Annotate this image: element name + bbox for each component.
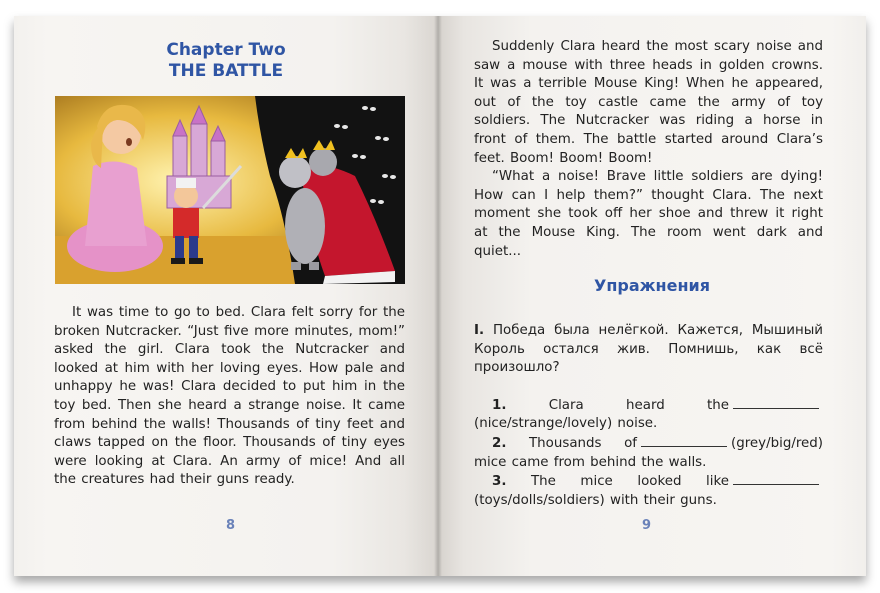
story-text-right <box>474 38 823 261</box>
answer-blank[interactable] <box>733 472 819 485</box>
exercise-item-options: (nice/strange/lovely) noise. <box>474 416 658 432</box>
exercise-block <box>474 322 823 510</box>
exercise-item-text: Thousands of <box>529 435 637 451</box>
story-paragraph-1: Suddenly Clara heard the most scary noise and saw a mouse with three heads in golden crowns. It was a terrible Mouse King! When he appeared, out of the toy castle came the army of toy soldiers. The Nutcracker was riding a horse in front of them. The battle started around Clara’s feet. Boom! Boom! Boom! <box>474 39 823 166</box>
story-paragraph: It was time to go to bed. Clara felt sorry for the broken Nutcracker. “Just five more minutes, mom!” asked the girl. Clara took the Nutcracker and looked at him with her loving eyes. How pale and unhappy he was! Clara decided to put him in the toy bed. Then she heard a strange noise. It came from behind the walls! Thousands of tiny feet and claws tapped on the floor. Thousands of tiny eyes were looking at Clara. An army of mice! And all the creatures had their guns ready. <box>54 305 405 488</box>
exercise-item-text: The mice looked like <box>530 474 729 490</box>
exercise-item-2 <box>474 434 823 472</box>
exercise-item-text: Clara heard the <box>548 397 729 413</box>
answer-blank[interactable] <box>733 396 819 409</box>
nutcracker-battle-illustration <box>55 96 405 284</box>
answer-blank[interactable] <box>641 434 727 447</box>
page-number-right: 9 <box>642 518 652 533</box>
exercise-instructions: Победа была нелёгкой. Кажется, Мышиный Король остался жив. Помнишь, как всё произошло? <box>474 323 823 376</box>
left-page <box>14 16 438 576</box>
story-paragraph-2: “What a noise! Brave little soldiers are dying! How can I help them?” thought Clara. The next moment she took off her shoe and threw it right at the Mouse King. The room went dark and quiet... <box>474 169 823 259</box>
exercises-title: Упражнения <box>593 276 710 295</box>
exercise-item-options: (toys/dolls/soldiers) with their guns. <box>474 492 717 508</box>
exercise-intro <box>474 322 823 378</box>
page-number-left: 8 <box>226 518 236 533</box>
exercise-item-number: 2. <box>492 435 507 451</box>
exercise-item-number: 3. <box>492 474 507 490</box>
story-text-left <box>54 304 405 490</box>
chapter-title: THE BATTLE <box>168 61 284 81</box>
exercise-item-3 <box>474 472 823 510</box>
exercise-number: I. <box>474 323 485 338</box>
chapter-number: Chapter Two <box>166 40 286 60</box>
exercise-item-1 <box>474 396 823 434</box>
exercise-item-options: (grey/big/red) mice came from behind the walls. <box>474 435 823 470</box>
right-page <box>438 16 866 576</box>
book-gutter <box>434 16 442 576</box>
exercise-item-number: 1. <box>492 397 507 413</box>
